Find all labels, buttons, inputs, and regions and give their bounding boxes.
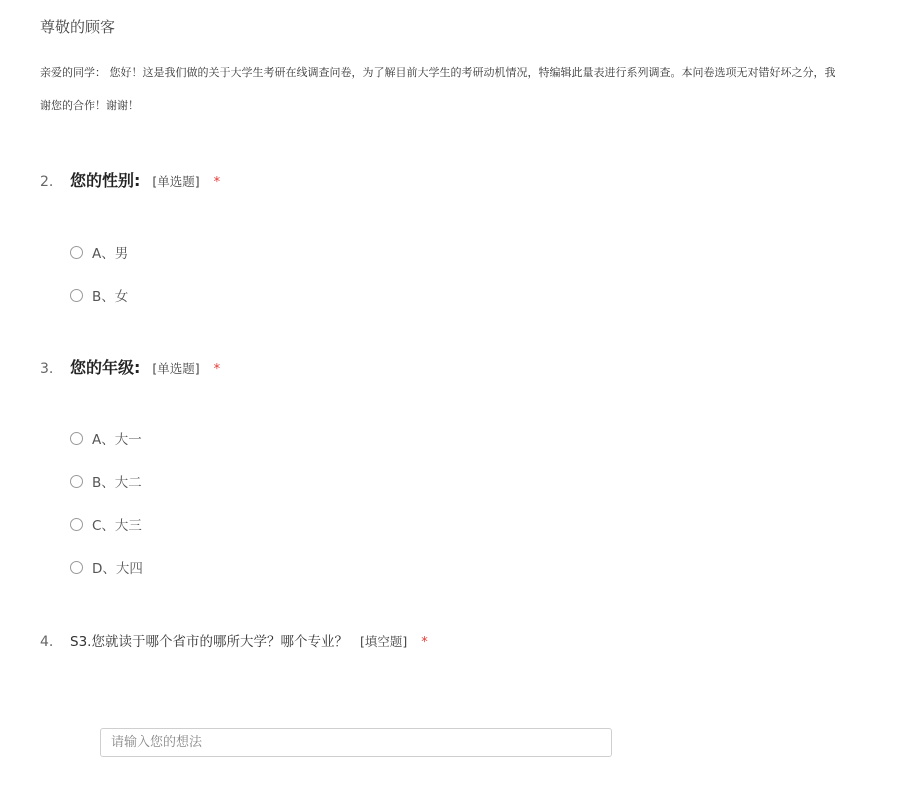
required-marker: * <box>421 635 428 650</box>
question-gender <box>40 168 220 191</box>
question-type: [单选题] <box>152 361 200 376</box>
question-university <box>40 630 428 650</box>
radio-circle-icon[interactable] <box>70 289 83 302</box>
option-label: B、女 <box>92 289 129 305</box>
radio-circle-icon[interactable] <box>70 246 83 259</box>
question-title: S3.您就读于哪个省市的哪所大学？哪个专业？ <box>70 634 348 650</box>
radio-circle-icon[interactable] <box>70 518 83 531</box>
option-grade-sophomore[interactable] <box>70 471 142 491</box>
required-marker: * <box>213 175 221 190</box>
option-gender-female[interactable] <box>70 285 128 305</box>
option-label: B、大二 <box>92 475 142 491</box>
option-label: A、大一 <box>92 432 142 448</box>
question-grade <box>40 355 220 378</box>
radio-circle-icon[interactable] <box>70 475 83 488</box>
question-number: 4. <box>40 634 54 650</box>
intro-line: 亲爱的同学： 您好！这是我们做的关于大学生考研在线调查问卷，为了解目前大学生的考研动机情况，特编辑此量表进行系列调查。本问卷选项无对错好坏之分，我 <box>40 66 836 79</box>
radio-circle-icon[interactable] <box>70 561 83 574</box>
greeting-heading: 尊敬的顾客 <box>40 18 116 36</box>
question-type: [单选题] <box>152 174 200 189</box>
intro-text <box>40 56 900 122</box>
intro-line: 谢您的合作！谢谢！ <box>40 99 139 112</box>
radio-circle-icon[interactable] <box>70 432 83 445</box>
option-label: C、大三 <box>92 518 142 534</box>
question-title: 您的年级: <box>70 358 141 377</box>
option-grade-junior[interactable] <box>70 514 142 534</box>
question-title: 您的性别: <box>70 171 141 190</box>
question-number: 2. <box>40 174 54 190</box>
question-type: [填空题] <box>359 634 408 649</box>
required-marker: * <box>213 362 221 377</box>
option-gender-male[interactable] <box>70 242 128 262</box>
option-grade-senior[interactable] <box>70 557 143 577</box>
university-answer-input[interactable] <box>100 728 612 757</box>
option-grade-freshman[interactable] <box>70 428 142 448</box>
question-number: 3. <box>40 361 54 377</box>
option-label: A、男 <box>92 246 129 262</box>
option-label: D、大四 <box>92 561 143 577</box>
